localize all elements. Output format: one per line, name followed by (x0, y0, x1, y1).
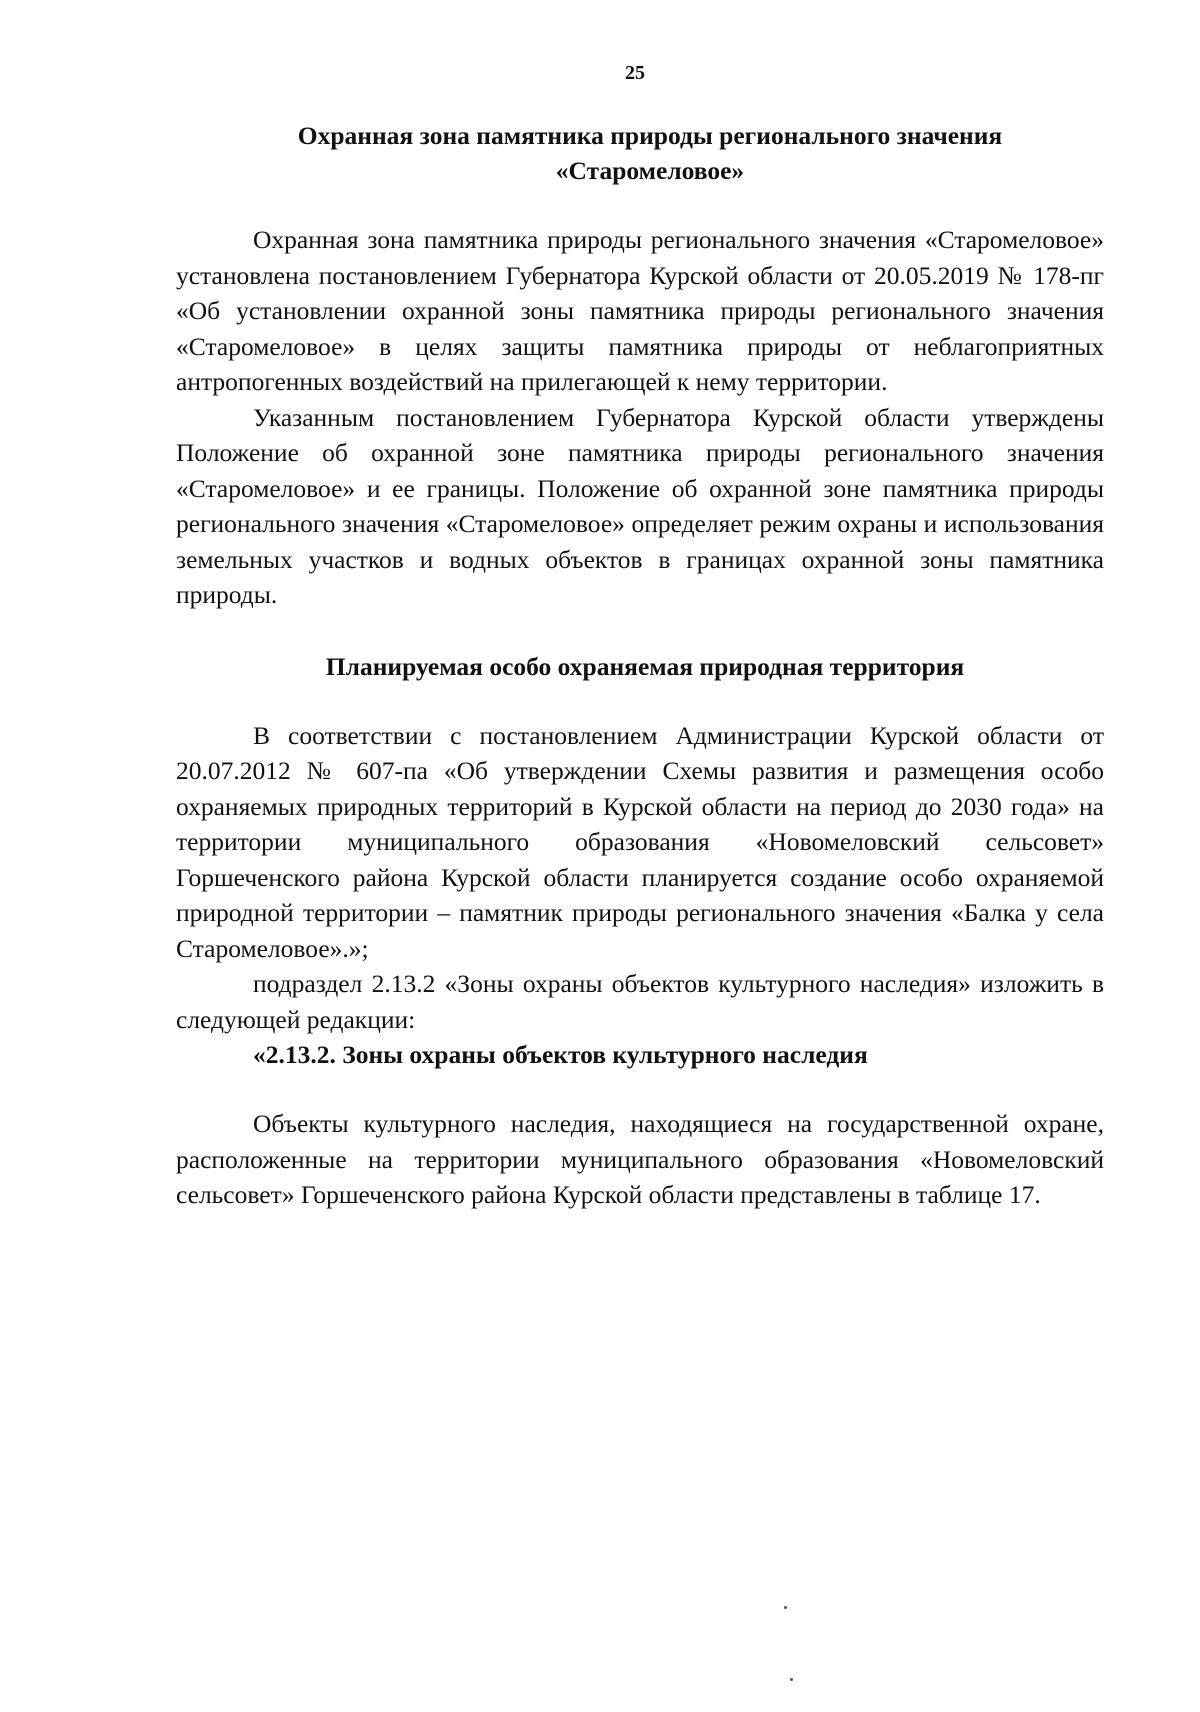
section-protected-zone (176, 118, 1104, 613)
scan-speck (784, 1606, 787, 1609)
paragraph: Объекты культурного наследия, находящиеся на государственной охране, расположенные на территории муниципального образования «Новомеловский сельсовет» Горшеченского района Курской области представлены в таблице 17. (176, 1109, 1104, 1209)
scan-speck (790, 1678, 793, 1681)
section-cultural-heritage (176, 1037, 1104, 1213)
paragraph: подраздел 2.13.2 «Зоны охраны объектов культурного наследия» изложить в следующей редакции: (176, 969, 1104, 1034)
paragraph: Охранная зона памятника природы регионального значения «Старомеловое» установлена постановлением Губернатора Курской области от 20.05.2019 № 178-пг «Об установлении охранной зоны памятника природы регионального значения «Старомеловое» в целях защиты памятника природы от неблагоприятных антропогенных воздействий на прилегающей к нему территории. (176, 225, 1104, 396)
page-number: 25 (625, 62, 645, 84)
section-title (196, 118, 1104, 188)
subsection-title: «2.13.2. Зоны охраны объектов культурного наследия (253, 1040, 868, 1069)
paragraph: Указанным постановлением Губернатора Курской области утверждены Положение об охранной зоне памятника природы регионального значения «Старомеловое» и ее границы. Положение об охранной зоне памятника природы регионального значения «Старомеловое» определяет режим охраны и использования земельных участков и водных объектов в границах охранной зоны памятника природы. (176, 402, 1104, 609)
document-body (176, 118, 1104, 1213)
section-title-line-2: «Старомеловое» (555, 156, 745, 185)
section-title: Планируемая особо охраняемая природная территория (325, 651, 965, 681)
section-title-line-1: Охранная зона памятника природы регионального значения (297, 121, 1003, 150)
section-planned-territory (176, 649, 1104, 1038)
paragraph: В соответствии с постановлением Администрации Курской области от 20.07.2012 № 607-па «Об утверждении Схемы развития и размещения особо охраняемых природных территорий в Курской области на период до 2030 года» на территории муниципального образования «Новомеловский сельсовет» Горшеченского района Курской области планируется создание особо охраняемой природной территории – памятник природы регионального значения «Балка у села Старомеловое».»; (176, 720, 1104, 963)
